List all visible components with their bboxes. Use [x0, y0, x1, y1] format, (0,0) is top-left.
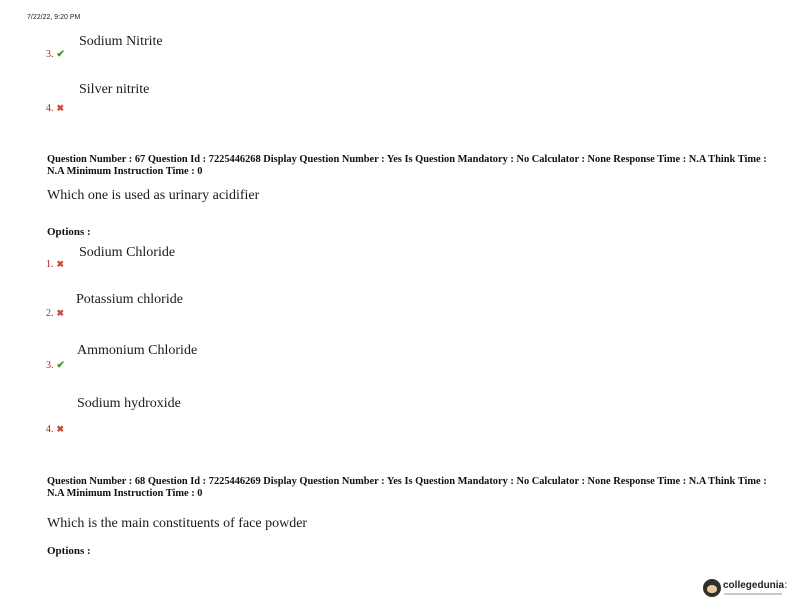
option-number: 1. ✖: [46, 259, 65, 270]
question-text: Which is the main constituents of face powder: [47, 516, 308, 531]
cross-icon: ✖: [56, 308, 65, 318]
option-text: Sodium Nitrite: [79, 34, 163, 49]
option-text: Potassium chloride: [76, 292, 183, 307]
option-text: Sodium Chloride: [79, 245, 176, 260]
option-number: 3. ✔: [46, 360, 65, 371]
cross-icon: ✖: [56, 259, 65, 269]
question-meta: Question Number : 67 Question Id : 7225446268 Display Question Number : Yes Is Question Mandatory : No Calculator : None Response Time : N.A Think Time : N.A Minimum Instruction Time : 0: [47, 154, 767, 177]
option-text: Sodium hydroxide: [77, 396, 181, 411]
option-number: 3. ✔: [46, 49, 65, 60]
options-label: Options :: [47, 545, 91, 557]
logo-tagline: [724, 593, 782, 595]
check-icon: ✔: [56, 360, 65, 371]
option-text: Ammonium Chloride: [77, 343, 198, 358]
option-number: 2. ✖: [46, 308, 65, 319]
collegedunia-logo: [703, 575, 788, 603]
option-text: Silver nitrite: [79, 82, 150, 97]
mascot-icon: [703, 579, 721, 597]
check-icon: ✔: [56, 49, 65, 60]
logo-wordmark: collegedunia:: [723, 580, 788, 591]
cross-icon: ✖: [56, 424, 65, 434]
option-number: 4. ✖: [46, 424, 65, 435]
question-text: Which one is used as urinary acidifier: [47, 188, 260, 203]
cross-icon: ✖: [56, 103, 65, 113]
print-timestamp: 7/22/22, 9:20 PM: [27, 14, 81, 21]
options-label: Options :: [47, 226, 91, 238]
question-meta: Question Number : 68 Question Id : 7225446269 Display Question Number : Yes Is Question Mandatory : No Calculator : None Response Time : N.A Think Time : N.A Minimum Instruction Time : 0: [47, 476, 767, 499]
option-number: 4. ✖: [46, 103, 65, 114]
